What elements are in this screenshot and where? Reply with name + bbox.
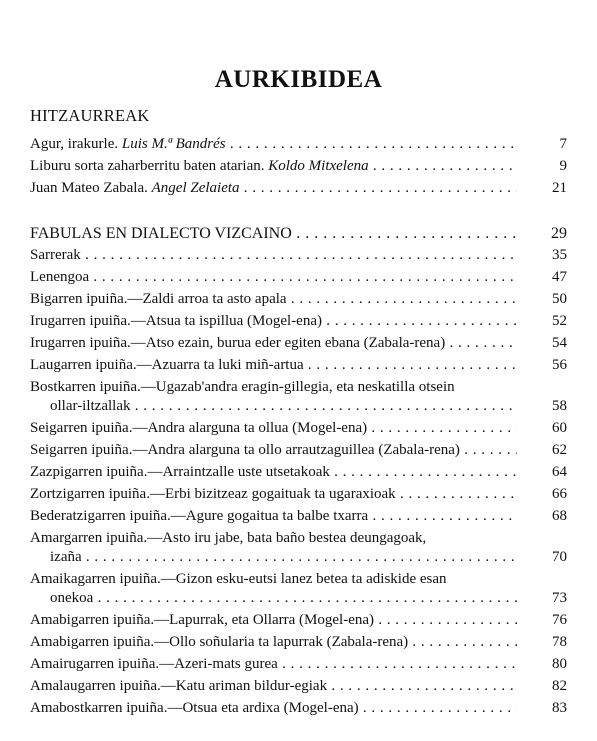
entry-title: Seigarren ipuiña.—Andra alarguna ta ollo arrautzaguillea (Zabala-rena) . . . xyxy=(30,442,517,459)
toc-entry xyxy=(30,357,567,379)
entry-page: 66 xyxy=(552,486,567,502)
entry-title: Zazpigarren ipuiña.—Arraintzalle uste utsetakoak . . . xyxy=(30,464,517,481)
toc-entry xyxy=(30,508,567,530)
toc-entry xyxy=(30,335,567,357)
entry-title: Juan Mateo Zabala. xyxy=(30,180,148,196)
entry-page: 7 xyxy=(559,136,567,152)
toc-entry xyxy=(30,678,567,700)
entry-author: Luis M.ª Bandrés xyxy=(121,136,226,152)
toc-entry xyxy=(30,464,567,486)
entry-page: 82 xyxy=(552,678,567,694)
entry-page: 83 xyxy=(552,700,567,716)
toc-entry xyxy=(30,634,567,656)
entry-title: Laugarren ipuiña.—Azuarra ta luki miñ-artua . . . xyxy=(30,357,517,374)
page-title: AURKIBIDEA xyxy=(214,66,383,93)
toc-entry xyxy=(30,656,567,678)
entry-page: 56 xyxy=(552,357,567,373)
entry-page: 54 xyxy=(552,335,567,351)
entry-page: 9 xyxy=(559,158,567,174)
toc-entry xyxy=(30,700,567,722)
toc-entry-line: Amargarren ipuiña.—Asto iru jabe, bata baño bestea deungagoak, xyxy=(30,530,427,546)
toc-entry xyxy=(30,269,567,291)
entry-title: Bigarren ipuiña.—Zaldi arroa ta asto apala . . . xyxy=(30,291,517,308)
entry-continuation: izaña . . . xyxy=(50,549,517,566)
entry-title: Amabigarren ipuiña.—Ollo soñularia ta lapurrak (Zabala-rena) . . . xyxy=(30,634,517,651)
entry-page: 21 xyxy=(552,180,567,196)
entry-title: Seigarren ipuiña.—Andra alarguna ta ollua (Mogel-ena) . . . xyxy=(30,420,517,437)
entry-title: Amabostkarren ipuiña.—Otsua eta ardixa (Mogel-ena) . . . xyxy=(30,700,517,717)
entry-title: Agur, irakurle. xyxy=(30,136,119,152)
entry-title: Lenengoa . . . xyxy=(30,269,517,286)
entry-page: 47 xyxy=(552,269,567,285)
entry-page: 80 xyxy=(552,656,567,672)
toc-entry xyxy=(30,442,567,464)
entry-title: Sarrerak . . . xyxy=(30,247,517,264)
entry-title: Amabigarren ipuiña.—Lapurrak, eta Ollarra (Mogel-ena) . . . xyxy=(30,612,517,629)
entry-page: 73 xyxy=(552,590,567,606)
toc-entry xyxy=(50,549,567,571)
toc-entry xyxy=(30,158,567,180)
toc-entry xyxy=(30,247,567,269)
section-heading-hitzaurreak: HITZAURREAK xyxy=(30,106,150,125)
toc-entry xyxy=(50,398,567,420)
toc-entry xyxy=(30,313,567,335)
entry-page: 78 xyxy=(552,634,567,650)
entry-page: 60 xyxy=(552,420,567,436)
entry-title: Irugarren ipuiña.—Atso ezain, burua eder egiten ebana (Zabala-rena) . . . xyxy=(30,335,517,352)
entry-page: 50 xyxy=(552,291,567,307)
toc-entry xyxy=(30,486,567,508)
entry-title: Irugarren ipuiña.—Atsua ta ispillua (Mogel-ena) . . . xyxy=(30,313,517,330)
entry-title: Zortzigarren ipuiña.—Erbi bizitzeaz gogaituak ta ugaraxioak . . . xyxy=(30,486,517,503)
entry-continuation: ollar-iltzallak . . . xyxy=(50,398,517,415)
toc-entry-line: Amaikagarren ipuiña.—Gizon esku-eutsi lanez betea ta adiskide esan xyxy=(30,571,447,587)
toc-entry-line: Bostkarren ipuiña.—Ugazab'andra eragin-gillegia, eta neskatilla otsein xyxy=(30,379,455,395)
section-heading-fabulas xyxy=(30,225,567,247)
entry-page: 29 xyxy=(551,225,567,242)
entry-page: 70 xyxy=(552,549,567,565)
toc-entry xyxy=(30,180,567,202)
toc-entry xyxy=(30,420,567,442)
toc-entry xyxy=(30,612,567,634)
entry-author: Koldo Mitxelena xyxy=(268,158,369,174)
entry-title: Liburu sorta zaharberritu baten atarian. xyxy=(30,158,265,174)
entry-page: 62 xyxy=(552,442,567,458)
entry-page: 68 xyxy=(552,508,567,524)
entry-title: Amairugarren ipuiña.—Azeri-mats gurea . . . xyxy=(30,656,517,673)
toc-entry xyxy=(30,291,567,313)
toc-entry xyxy=(50,590,567,612)
entry-continuation: onekoa . . . xyxy=(50,590,517,607)
entry-page: 76 xyxy=(552,612,567,628)
entry-page: 64 xyxy=(552,464,567,480)
toc-entry xyxy=(30,136,567,158)
entry-title: Bederatzigarren ipuiña.—Agure gogaitua ta balbe txarra . . . xyxy=(30,508,517,525)
section-title: FABULAS EN DIALECTO VIZCAINO . . . xyxy=(30,225,517,243)
entry-page: 52 xyxy=(552,313,567,329)
entry-author: Angel Zelaieta xyxy=(151,180,240,196)
entry-page: 58 xyxy=(552,398,567,414)
entry-title: Amalaugarren ipuiña.—Katu ariman bildur-egiak . . . xyxy=(30,678,517,695)
entry-page: 35 xyxy=(552,247,567,263)
